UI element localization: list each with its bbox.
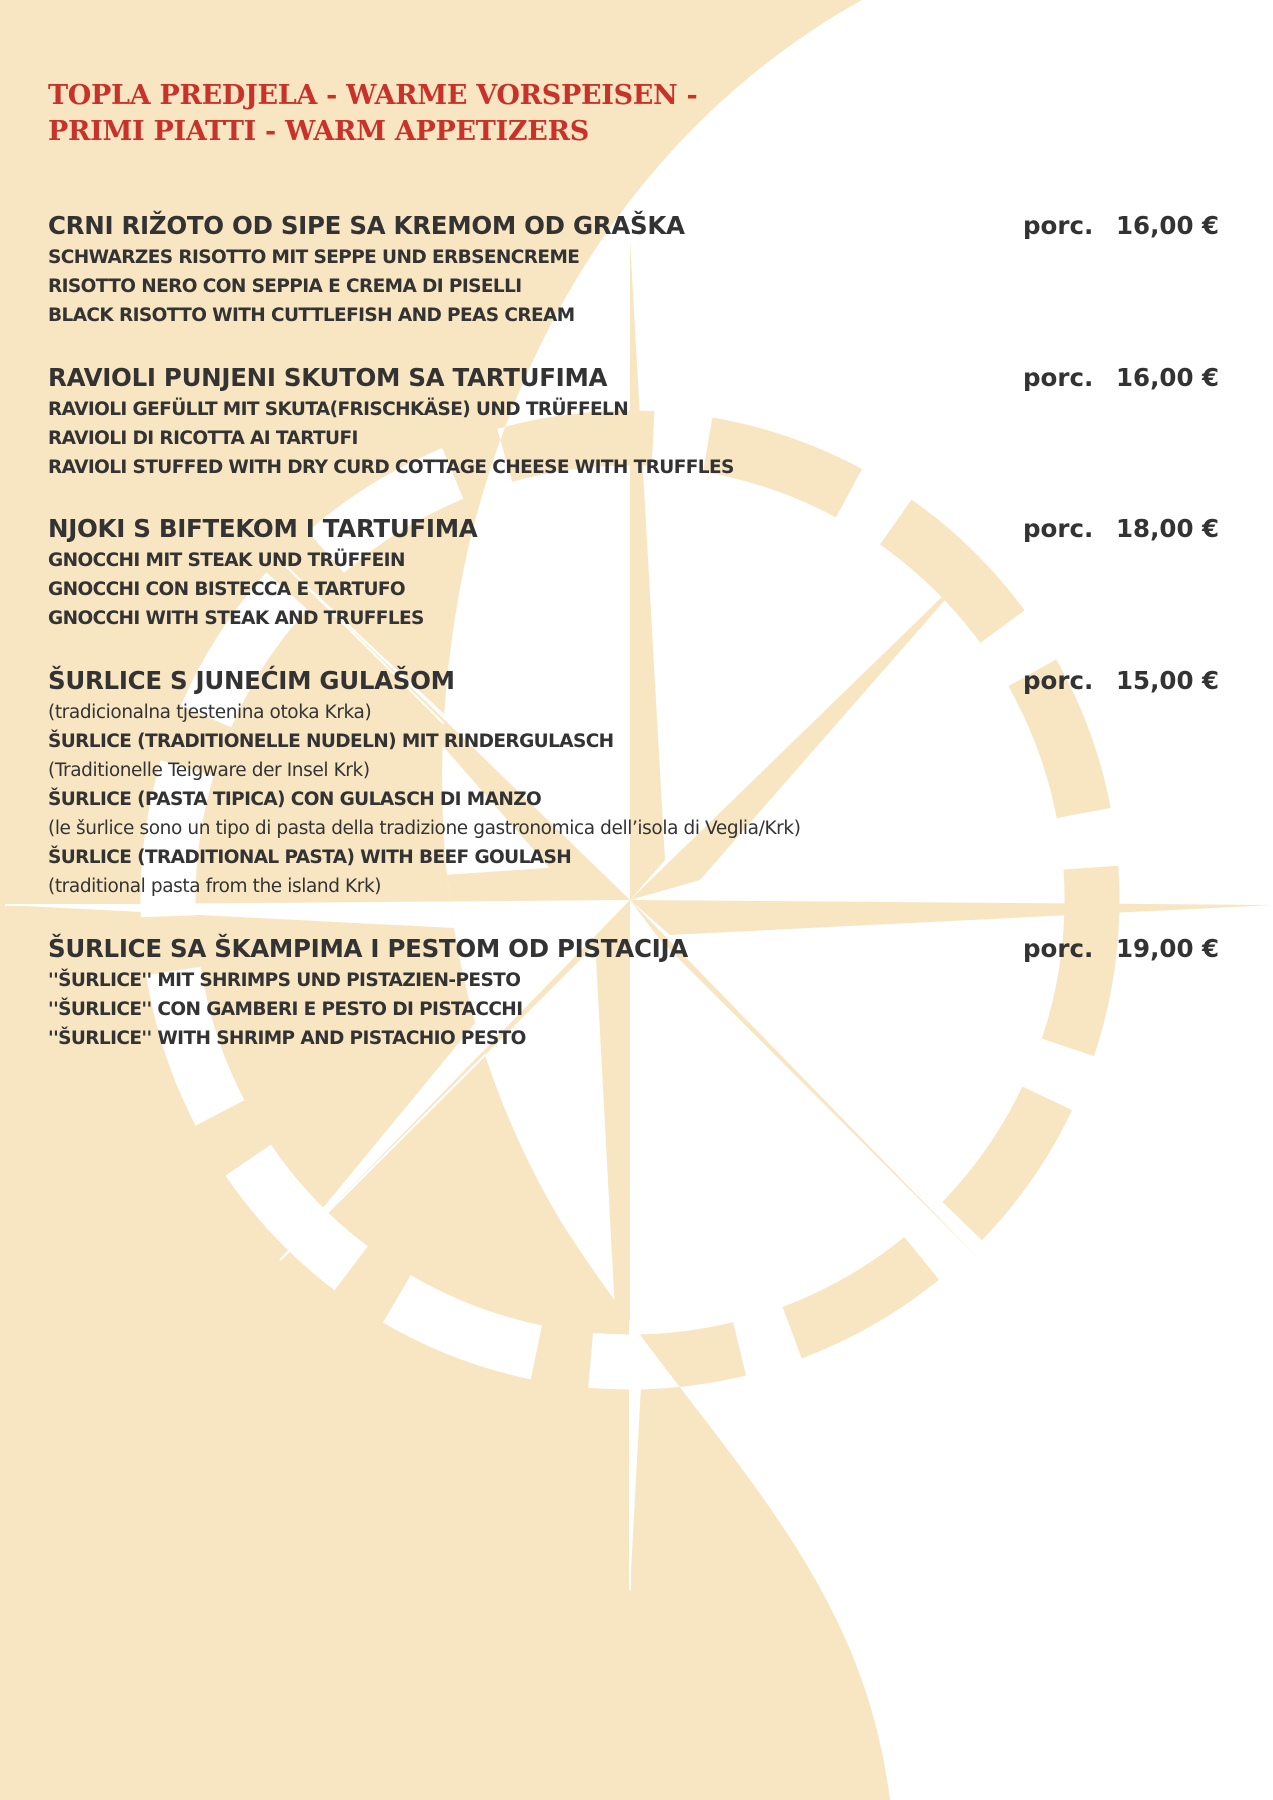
translation-english: BLACK RISOTTO WITH CUTTLEFISH AND PEAS CREAM <box>48 305 575 326</box>
menu-item-price: 16,00 € <box>1116 363 1220 392</box>
translation-english: GNOCCHI WITH STEAK AND TRUFFLES <box>48 608 424 629</box>
menu-item-name: NJOKI S BIFTEKOM I TARTUFIMA <box>48 514 478 543</box>
note-italian: (le šurlice sono un tipo di pasta della tradizione gastronomica dell’isola di Veglia/Krk) <box>48 818 801 839</box>
note-german: (Traditionelle Teigware der Insel Krk) <box>48 760 370 781</box>
translation-german: RAVIOLI GEFÜLLT MIT SKUTA(FRISCHKÄSE) UND TRÜFFELN <box>48 399 629 420</box>
translation-english: ''ŠURLICE'' WITH SHRIMP AND PISTACHIO PESTO <box>48 1028 526 1049</box>
portion-label: porc. <box>1023 211 1094 240</box>
menu-item-name: ŠURLICE SA ŠKAMPIMA I PESTOM OD PISTACIJA <box>48 934 688 963</box>
section-title-line-2: PRIMI PIATTI - WARM APPETIZERS <box>48 116 589 147</box>
menu-item-price: 16,00 € <box>1116 211 1220 240</box>
menu-item-name: ŠURLICE S JUNEĆIM GULAŠOM <box>48 666 455 695</box>
portion-label: porc. <box>1023 363 1094 392</box>
menu-item-name: CRNI RIŽOTO OD SIPE SA KREMOM OD GRAŠKA <box>48 211 685 240</box>
translation-german: SCHWARZES RISOTTO MIT SEPPE UND ERBSENCREME <box>48 247 580 268</box>
translation-german: ''ŠURLICE'' MIT SHRIMPS UND PISTAZIEN-PESTO <box>48 970 521 991</box>
portion-label: porc. <box>1023 514 1094 543</box>
menu-item-name: RAVIOLI PUNJENI SKUTOM SA TARTUFIMA <box>48 363 608 392</box>
menu-item <box>48 512 1228 633</box>
menu-item-price: 15,00 € <box>1116 666 1220 695</box>
portion-label: porc. <box>1023 934 1094 963</box>
translation-german: ŠURLICE (TRADITIONELLE NUDELN) MIT RINDERGULASCH <box>48 731 614 752</box>
section-title <box>48 78 697 150</box>
menu-item-price: 18,00 € <box>1116 514 1220 543</box>
translation-italian: ŠURLICE (PASTA TIPICA) CON GULASCH DI MANZO <box>48 789 542 810</box>
translation-english: RAVIOLI STUFFED WITH DRY CURD COTTAGE CHEESE WITH TRUFFLES <box>48 457 734 478</box>
translation-italian: RAVIOLI DI RICOTTA AI TARTUFI <box>48 428 358 449</box>
translation-german: GNOCCHI MIT STEAK UND TRÜFFEIN <box>48 550 405 571</box>
note-english: (traditional pasta from the island Krk) <box>48 876 382 897</box>
translation-italian: ''ŠURLICE'' CON GAMBERI E PESTO DI PISTACCHI <box>48 999 523 1020</box>
translation-italian: RISOTTO NERO CON SEPPIA E CREMA DI PISELLI <box>48 276 522 297</box>
menu-item <box>48 209 1228 330</box>
menu-item <box>48 932 1228 1053</box>
translation-english: ŠURLICE (TRADITIONAL PASTA) WITH BEEF GOULASH <box>48 847 572 868</box>
section-title-line-1: TOPLA PREDJELA - WARME VORSPEISEN - <box>48 80 698 111</box>
menu-item-price: 19,00 € <box>1116 934 1220 963</box>
menu-item <box>48 664 1228 901</box>
portion-label: porc. <box>1023 666 1094 695</box>
note-croatian: (tradicionalna tjestenina otoka Krka) <box>48 702 372 723</box>
menu-item <box>48 361 1228 482</box>
translation-italian: GNOCCHI CON BISTECCA E TARTUFO <box>48 579 406 600</box>
